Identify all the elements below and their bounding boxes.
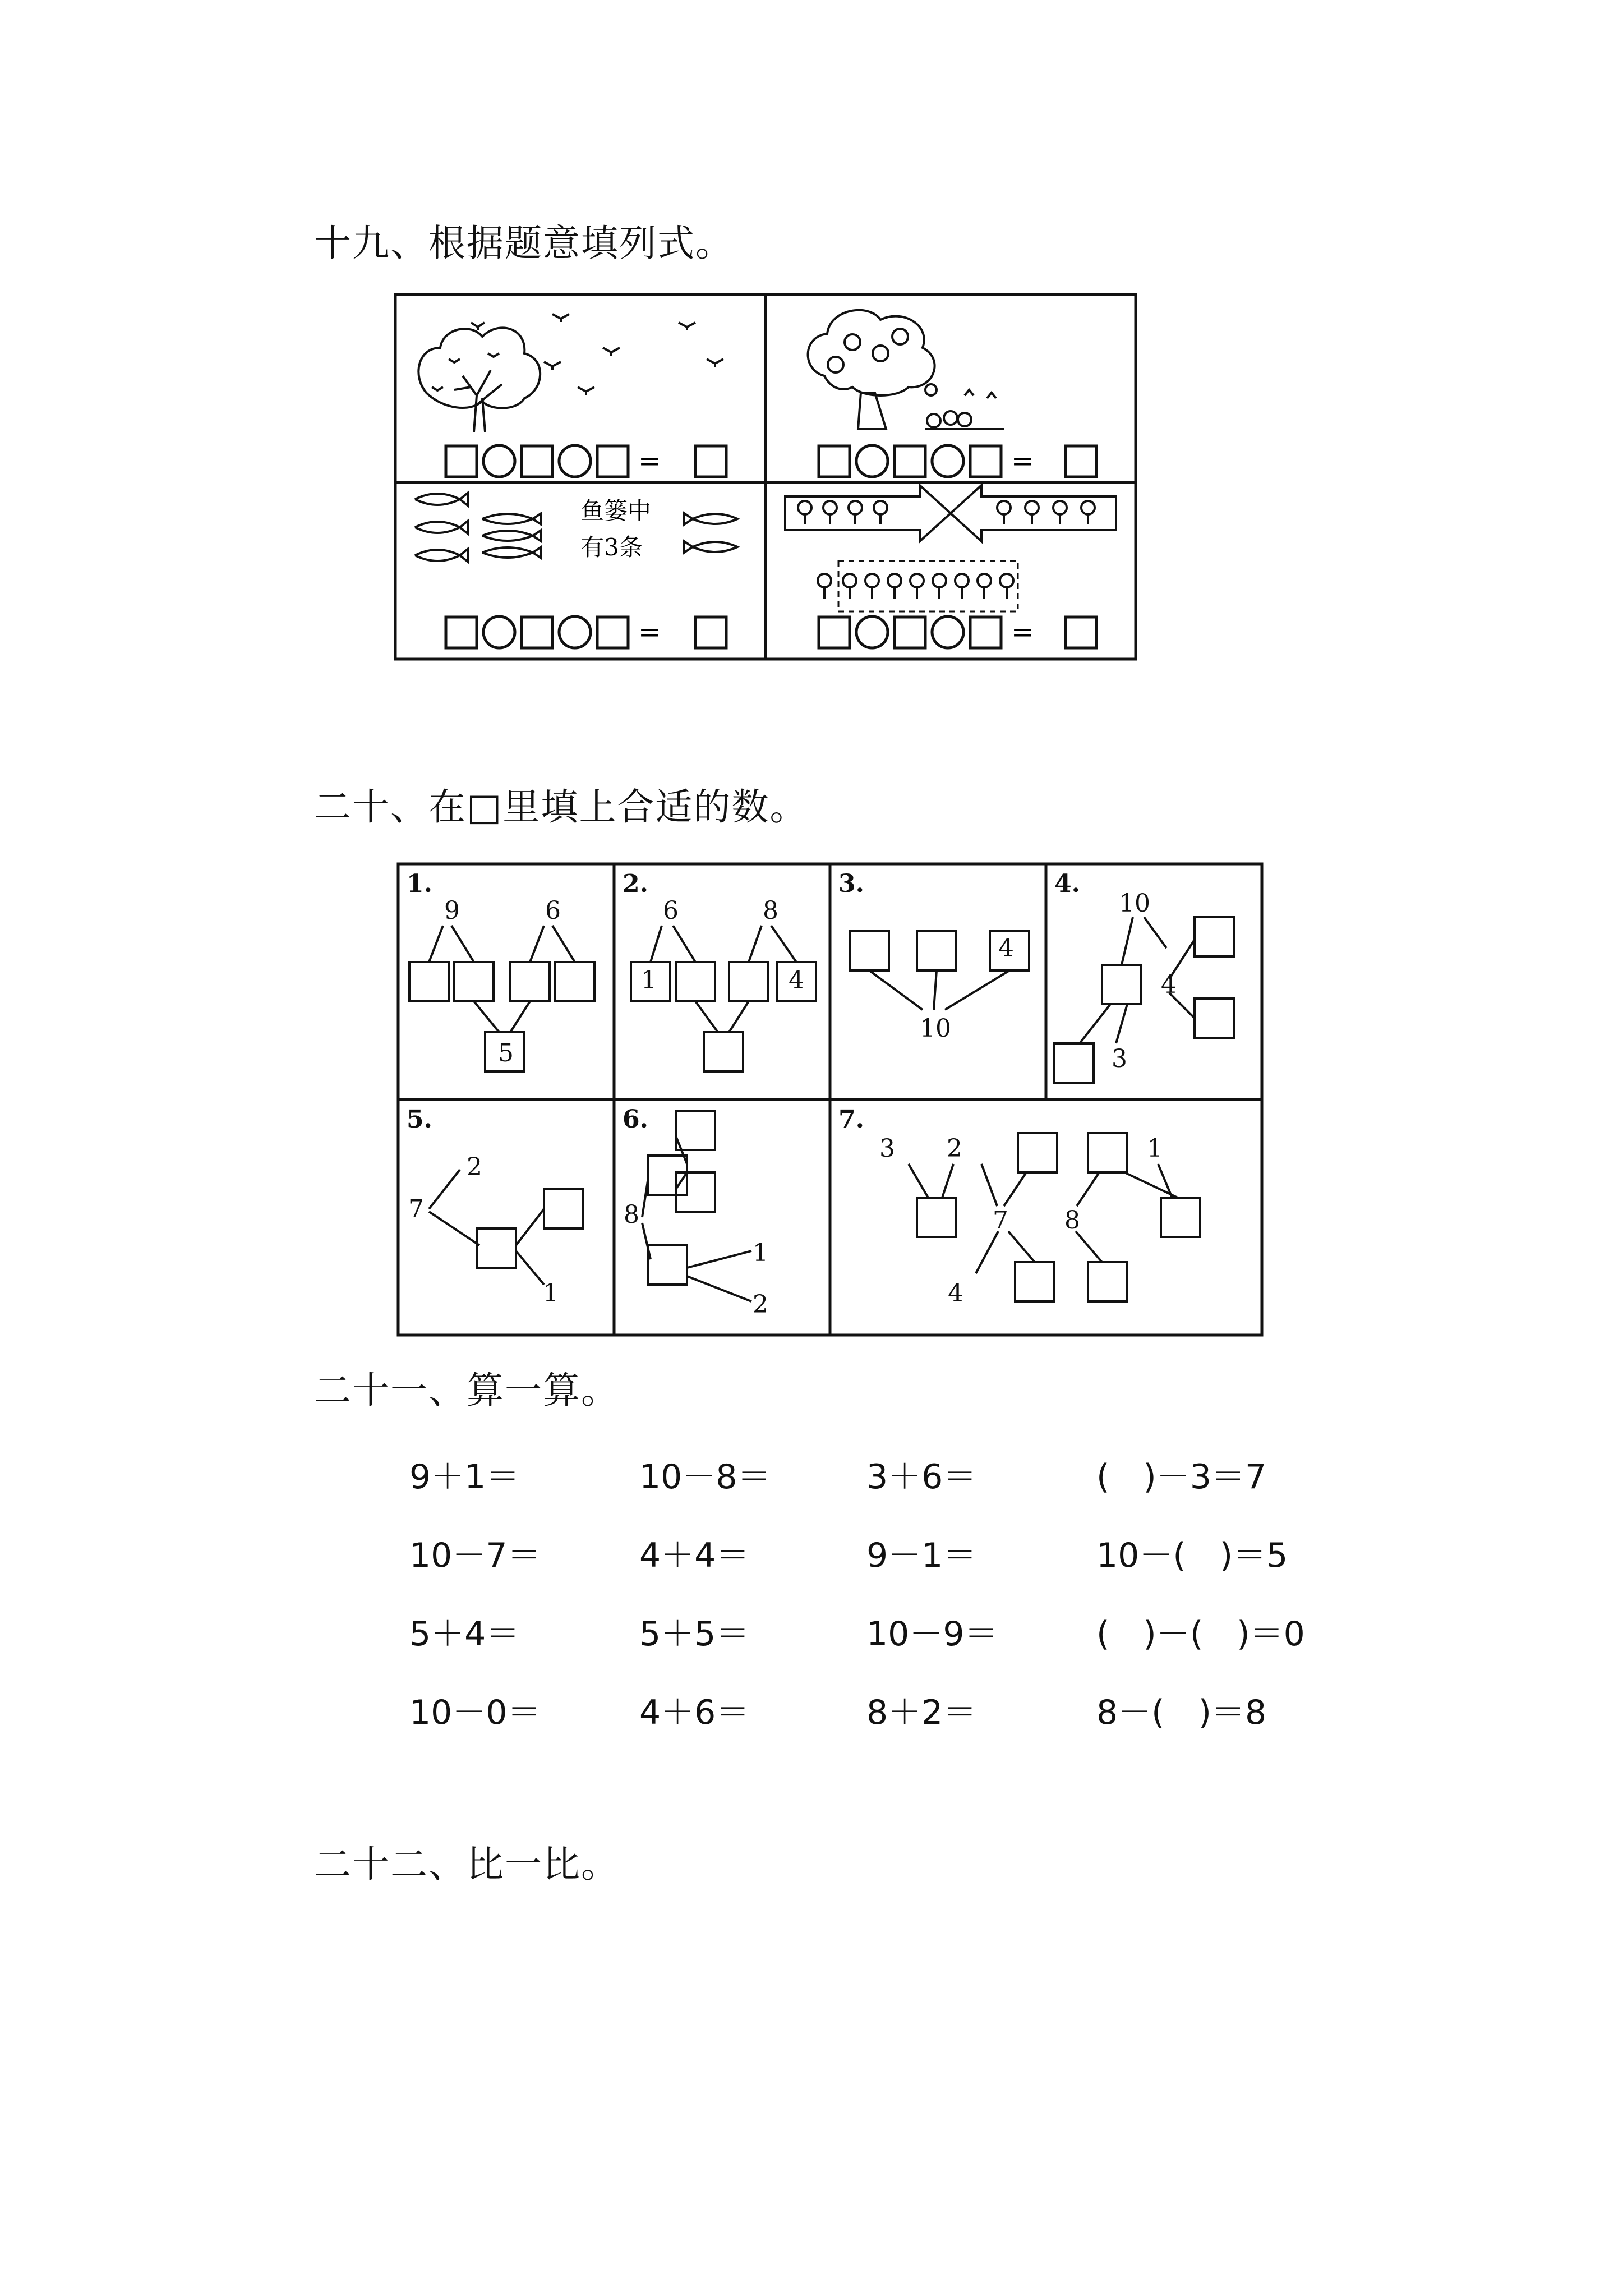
tree-with-birds-illustration [418, 328, 540, 432]
section-21-heading: 二十一、算一算。 [314, 1369, 619, 1412]
section-20-figure [393, 858, 1267, 1341]
equation-item: 4＋6＝ [639, 1693, 750, 1732]
equation-item: 8－( )＝8 [1096, 1693, 1267, 1732]
number-4: 4 [789, 966, 804, 995]
problem-3-label: 3. [838, 869, 864, 898]
problem-7-label: 7. [838, 1105, 864, 1134]
equals-sign: = [638, 445, 661, 477]
trees-crossed-arrows-illustration [785, 485, 1116, 611]
number-2: 2 [467, 1153, 482, 1181]
problem-5-label: 5. [407, 1105, 432, 1134]
number-8: 8 [763, 896, 778, 925]
problem-4-label: 4. [1054, 869, 1080, 898]
equation-item: ( )－( )＝0 [1096, 1614, 1305, 1654]
number-2: 2 [947, 1134, 962, 1163]
number-4: 4 [1161, 970, 1177, 999]
equation-item: 8＋2＝ [866, 1693, 977, 1732]
equation-item: 10－8＝ [639, 1457, 771, 1497]
problem-1-label: 1. [407, 869, 432, 898]
equation-item: 9＋1＝ [409, 1457, 520, 1497]
number-10: 10 [920, 1014, 951, 1043]
section-19-figure [393, 292, 1138, 662]
equation-item: ( )－3＝7 [1096, 1457, 1267, 1497]
number-1: 1 [753, 1239, 768, 1267]
fish-illustration [415, 493, 737, 562]
equals-sign: = [638, 616, 661, 648]
equation-item: 5＋5＝ [639, 1614, 750, 1654]
equation-blank-template [446, 445, 1096, 648]
number-10: 10 [1119, 889, 1150, 918]
equals-sign: = [1011, 445, 1034, 477]
problem-2-label: 2. [623, 869, 648, 898]
fish-basket-text-1: 鱼篓中 [580, 497, 652, 524]
number-2: 2 [753, 1290, 768, 1319]
number-4: 4 [998, 934, 1014, 963]
equation-item: 9－1＝ [866, 1536, 977, 1575]
number-1: 1 [641, 966, 657, 995]
equation-item: 10－9＝ [866, 1614, 998, 1654]
number-5: 5 [498, 1039, 514, 1068]
bird-icons [432, 314, 723, 395]
number-1: 1 [1147, 1134, 1163, 1163]
section-19-heading: 十九、根据题意填列式。 [314, 222, 734, 265]
equation-item: 10－7＝ [409, 1536, 541, 1575]
number-7: 7 [408, 1195, 424, 1223]
number-3: 3 [879, 1134, 895, 1163]
number-8: 8 [1064, 1206, 1080, 1235]
section-22-heading: 二十二、比一比。 [314, 1843, 619, 1886]
equation-item: 10－( )＝5 [1096, 1536, 1288, 1575]
equation-item: 5＋4＝ [409, 1614, 520, 1654]
fish-basket-text-2: 有3条 [580, 533, 643, 561]
section-20-heading: 二十、在□里填上合适的数。 [314, 785, 808, 829]
apple-tree-illustration [808, 310, 1004, 429]
equation-item: 4＋4＝ [639, 1536, 750, 1575]
number-9: 9 [444, 896, 460, 925]
number-6: 6 [663, 896, 679, 925]
equation-item: 3＋6＝ [866, 1457, 977, 1497]
problem-6-label: 6. [623, 1105, 648, 1134]
number-3: 3 [1112, 1045, 1127, 1073]
equation-item: 10－0＝ [409, 1693, 541, 1732]
equals-sign: = [1011, 616, 1034, 648]
number-6: 6 [545, 896, 561, 925]
number-1: 1 [543, 1279, 559, 1308]
number-8: 8 [624, 1200, 639, 1229]
number-7: 7 [993, 1206, 1008, 1235]
number-4: 4 [948, 1279, 963, 1308]
